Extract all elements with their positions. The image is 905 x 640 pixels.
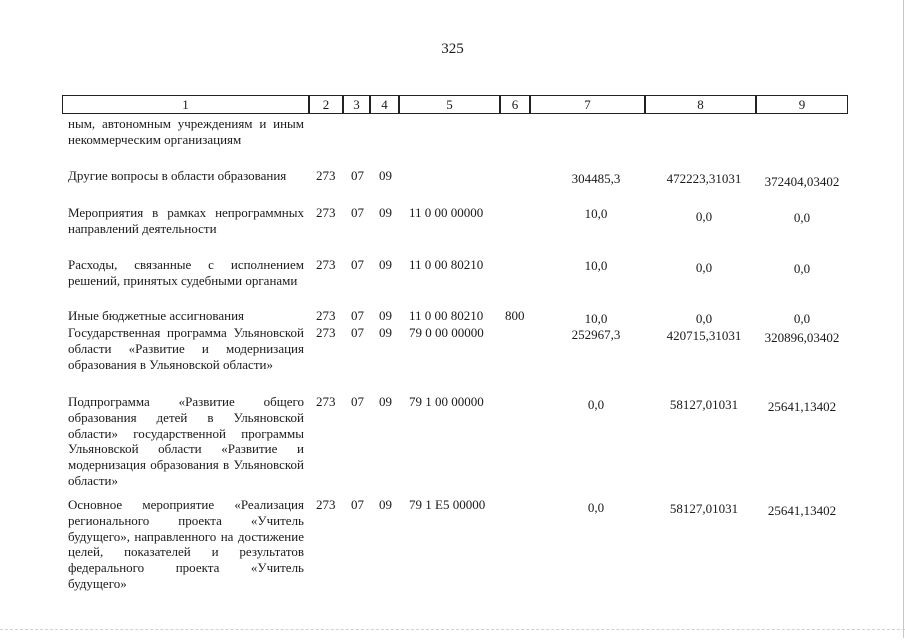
- row-description: Государственная программа Ульяновской области «Развитие и модернизация образования в Ульяновской области»: [68, 325, 304, 372]
- header-col-4: 4: [370, 95, 399, 114]
- row-value-7: 0,0: [587, 500, 605, 515]
- row-description: Расходы, связанные с исполнением решений, принятых судебными органами: [68, 257, 304, 288]
- row-expense-type: 800: [505, 308, 525, 323]
- header-col-2: 2: [309, 95, 343, 114]
- row-grbs: 273: [316, 325, 336, 340]
- row-value-7: 0,0: [587, 397, 605, 412]
- row-value-7: 304485,3: [571, 171, 621, 186]
- row-description: Другие вопросы в области образования: [68, 168, 287, 183]
- row-value-7: 10,0: [584, 206, 608, 221]
- header-col-7: 7: [530, 95, 645, 114]
- header-col-8: 8: [645, 95, 756, 114]
- row-subsection: 09: [379, 497, 392, 512]
- row-subsection: 09: [379, 308, 392, 323]
- row-section: 07: [351, 394, 364, 409]
- row-grbs: 273: [316, 168, 336, 183]
- scan-edge-line: [0, 629, 905, 631]
- row-target-article: 11 0 00 80210: [409, 308, 484, 323]
- row-value-9: 0,0: [793, 210, 811, 225]
- row-subsection: 09: [379, 394, 392, 409]
- row-grbs: 273: [316, 394, 336, 409]
- row-subsection: 09: [379, 205, 392, 220]
- row-section: 07: [351, 168, 364, 183]
- row-value-7: 10,0: [584, 311, 608, 326]
- header-col-6: 6: [500, 95, 530, 114]
- header-col-5: 5: [399, 95, 500, 114]
- header-col-3: 3: [343, 95, 370, 114]
- row-value-8: 58127,01031: [669, 397, 739, 412]
- row-value-9: 0,0: [793, 261, 811, 276]
- row-value-7: 252967,3: [571, 327, 621, 342]
- row-subsection: 09: [379, 325, 392, 340]
- row-section: 07: [351, 257, 364, 272]
- row-grbs: 273: [316, 205, 336, 220]
- row-target-article: 11 0 00 00000: [409, 205, 484, 220]
- row-section: 07: [351, 308, 364, 323]
- row-target-article: 79 0 00 00000: [409, 325, 484, 340]
- header-col-9: 9: [756, 95, 848, 114]
- row-subsection: 09: [379, 168, 392, 183]
- row-target-article: 79 1 E5 00000: [409, 497, 486, 512]
- row-value-9: 0,0: [793, 311, 811, 326]
- row-value-8: 472223,31031: [666, 171, 742, 186]
- row-value-9: 372404,03402: [764, 174, 840, 189]
- row-description: Подпрограмма «Развитие общего образования детей в Ульяновской области» государственной программы Ульяновской области «Развитие и модернизация образования в Ульяновской области»: [68, 394, 304, 488]
- row-description: Основное мероприятие «Реализация регионального проекта «Учитель будущего», направленного на достижение целей, показателей и результатов федерального проекта «Учитель будущего»: [68, 497, 304, 591]
- row-value-8: 58127,01031: [669, 501, 739, 516]
- row-description: ным, автономным учреждениям и иным некоммерческим организациям: [68, 116, 304, 147]
- row-value-8: 0,0: [695, 311, 713, 326]
- row-value-8: 0,0: [695, 260, 713, 275]
- row-section: 07: [351, 205, 364, 220]
- row-section: 07: [351, 325, 364, 340]
- row-grbs: 273: [316, 308, 336, 323]
- header-col-1: 1: [62, 95, 309, 114]
- row-target-article: 11 0 00 80210: [409, 257, 484, 272]
- row-subsection: 09: [379, 257, 392, 272]
- row-value-7: 10,0: [584, 258, 608, 273]
- row-target-article: 79 1 00 00000: [409, 394, 484, 409]
- row-section: 07: [351, 497, 364, 512]
- row-value-8: 0,0: [695, 209, 713, 224]
- page-number: 325: [441, 41, 464, 57]
- row-value-8: 420715,31031: [666, 328, 742, 343]
- row-description: Мероприятия в рамках непрограммных направлений деятельности: [68, 205, 304, 236]
- row-description: Иные бюджетные ассигнования: [68, 308, 245, 323]
- row-grbs: 273: [316, 257, 336, 272]
- row-value-9: 25641,13402: [767, 503, 837, 518]
- row-grbs: 273: [316, 497, 336, 512]
- row-value-9: 25641,13402: [767, 399, 837, 414]
- row-value-9: 320896,03402: [764, 330, 840, 345]
